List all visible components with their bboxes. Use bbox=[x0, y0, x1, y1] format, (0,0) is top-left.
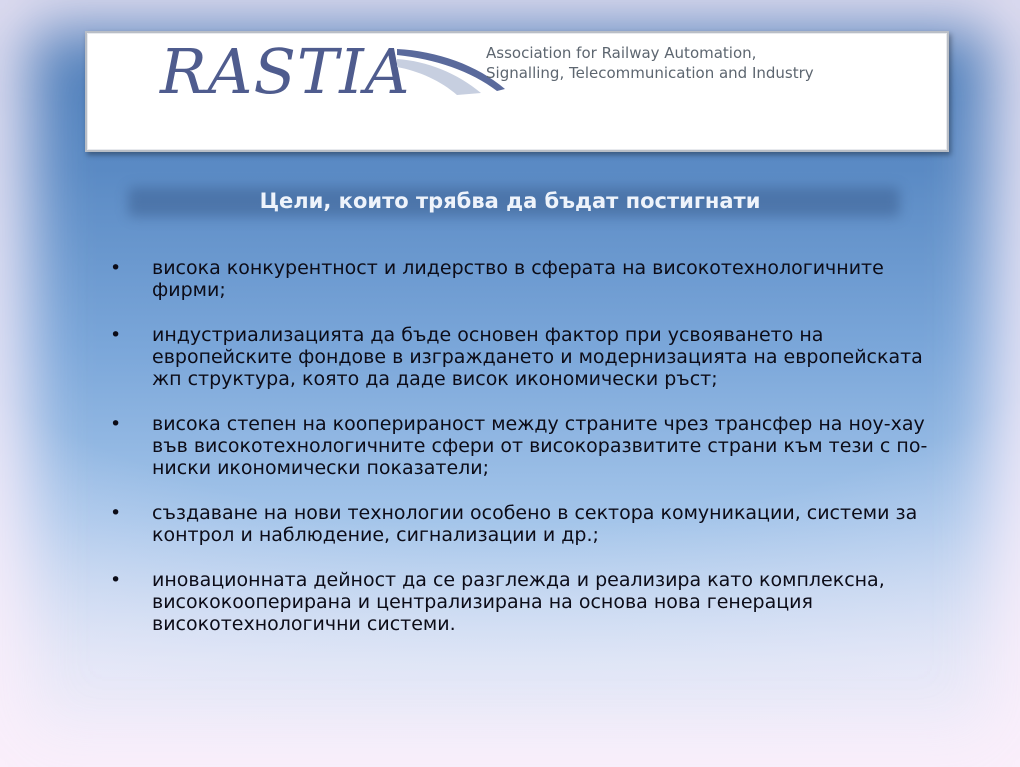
bullet-icon: • bbox=[110, 257, 122, 279]
logo-banner bbox=[85, 31, 949, 152]
bullet-text: иновационната дейност да се разглежда и реализира като комплексна, висококоопериранa и централизирана на основа нова генерация високотехнологични системи. bbox=[152, 569, 885, 635]
bullet-icon: • bbox=[110, 569, 122, 591]
bullet-item bbox=[108, 257, 938, 301]
association-name bbox=[486, 43, 814, 83]
bullet-text: индустриализацията да бъде основен фактор при усвояването на европейските фондове в изграждането и модернизацията на европейската жп структура, която да даде висок икономически ръст; bbox=[152, 324, 923, 390]
tagline-line-2: Signalling, Telecommunication and Industry bbox=[486, 64, 814, 82]
bullet-item bbox=[108, 324, 938, 390]
bullet-icon: • bbox=[110, 413, 122, 435]
bullet-item bbox=[108, 569, 938, 635]
bullet-item bbox=[108, 413, 938, 479]
bullet-text: създаване на нови технологии особено в сектора комуникации, системи за контрол и наблюдение, сигнализации и др.; bbox=[152, 502, 918, 546]
slide-title: Цели, които трябва да бъдат постигнати bbox=[259, 189, 761, 213]
bullet-item bbox=[108, 502, 938, 546]
bullet-text: висока степен на коопериранoст между страните чрез трансфер на ноу-хау във високотехнологичните сфери от високоразвитите страни към тези с по-ниски икономически показатели; bbox=[152, 413, 928, 479]
bullet-icon: • bbox=[110, 502, 122, 524]
bullet-list bbox=[108, 257, 938, 658]
bullet-icon: • bbox=[110, 324, 122, 346]
tagline-line-1: Association for Railway Automation, bbox=[486, 44, 757, 62]
bullet-text: висока конкурентност и лидерство в сферата на високотехнологичните фирми; bbox=[152, 257, 884, 301]
logo-wordmark: RASTIA bbox=[160, 35, 411, 108]
